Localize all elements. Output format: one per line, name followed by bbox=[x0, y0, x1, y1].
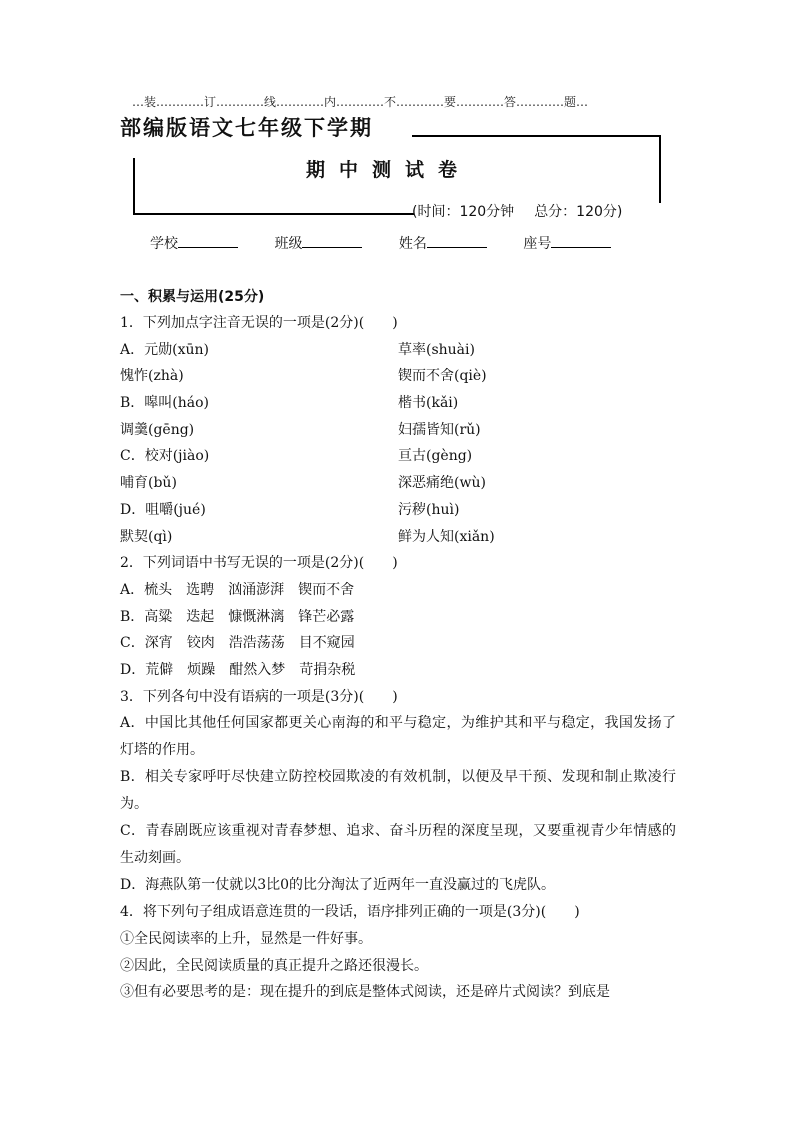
q1-row: 默契(qì) 鲜为人知(xiǎn) bbox=[120, 528, 495, 545]
field-name[interactable]: 姓名 bbox=[399, 233, 487, 253]
name-blank[interactable] bbox=[427, 233, 487, 248]
q3-option: B．相关专家呼吁尽快建立防控校园欺凌的有效机制，以便及早干预、发现和制止欺凌行为。 bbox=[120, 769, 676, 813]
exam-subtitle: 期中测试卷 bbox=[306, 159, 472, 181]
q2-option: D．荒僻 烦躁 酣然入梦 苛捐杂税 bbox=[120, 661, 356, 678]
left-border bbox=[133, 158, 135, 214]
q1-row: 哺育(bǔ) 深恶痛绝(wù) bbox=[120, 475, 486, 492]
q1-row: B．嗥叫(háo) 楷书(kǎi) bbox=[120, 395, 459, 412]
q2-option: B．高粱 迭起 慷慨淋漓 锋芒必露 bbox=[120, 608, 355, 625]
question-4-stem: 4．将下列句子组成语意连贯的一段话，语序排列正确的一项是(3分)( ) bbox=[120, 904, 580, 921]
total-score: 总分：120分) bbox=[534, 204, 623, 220]
time-limit: (时间：120分钟 bbox=[412, 204, 515, 220]
q2-option: C．深宵 铰肉 浩浩荡荡 目不窥园 bbox=[120, 635, 355, 652]
q2-option: A．梳头 选聘 汹涌澎湃 锲而不舍 bbox=[120, 581, 355, 598]
field-seat[interactable]: 座号 bbox=[523, 233, 611, 253]
q1-row: A．元勋(xūn) 草率(shuài) bbox=[120, 341, 475, 358]
time-info bbox=[412, 201, 642, 221]
q1-row: D．咀嚼(jué) 污秽(huì) bbox=[120, 501, 460, 518]
seat-blank[interactable] bbox=[551, 233, 611, 248]
title-underline bbox=[412, 135, 660, 137]
exam-title: 部编版语文七年级下学期 bbox=[120, 115, 373, 140]
school-blank[interactable] bbox=[178, 233, 238, 248]
section-heading: 一、积累与运用(25分) bbox=[120, 289, 265, 305]
class-blank[interactable] bbox=[302, 233, 362, 248]
q3-option: A．中国比其他任何国家都更关心南海的和平与稳定，为维护其和平与稳定，我国发扬了灯塔的作用。 bbox=[120, 715, 676, 759]
q1-row: 调羹(gēng) 妇孺皆知(rǔ) bbox=[120, 421, 481, 438]
q4-item: ①全民阅读率的上升，显然是一件好事。 bbox=[120, 931, 372, 947]
field-class[interactable]: 班级 bbox=[274, 233, 362, 253]
q1-row: 愧怍(zhà) 锲而不舍(qiè) bbox=[120, 368, 487, 385]
question-2-stem: 2．下列词语中书写无误的一项是(2分)( ) bbox=[120, 555, 398, 572]
q4-item: ③但有必要思考的是：现在提升的到底是整体式阅读，还是碎片式阅读？到底是 bbox=[120, 984, 610, 1001]
binding-line: …装…………订…………线…………内…………不…………要…………答…………题… bbox=[132, 95, 589, 109]
exam-content bbox=[120, 284, 676, 1006]
q3-option: D．海燕队第一仗就以3比0的比分淘汰了近两年一直没赢过的飞虎队。 bbox=[120, 877, 556, 894]
bottom-border bbox=[133, 213, 414, 215]
q3-option: C．青春剧既应该重视对青春梦想、追求、奋斗历程的深度呈现，又要重视青少年情感的生动刻画。 bbox=[120, 823, 676, 867]
question-3-stem: 3．下列各句中没有语病的一项是(3分)( ) bbox=[120, 688, 398, 705]
right-border bbox=[659, 135, 661, 203]
q1-row: C．校对(jiào) 亘古(gèng) bbox=[120, 448, 473, 465]
q4-item: ②因此，全民阅读质量的真正提升之路还很漫长。 bbox=[120, 957, 428, 974]
field-school[interactable]: 学校 bbox=[150, 233, 238, 253]
question-1-stem: 1．下列加点字注音无误的一项是(2分)( ) bbox=[120, 315, 398, 331]
student-fields bbox=[150, 233, 643, 253]
